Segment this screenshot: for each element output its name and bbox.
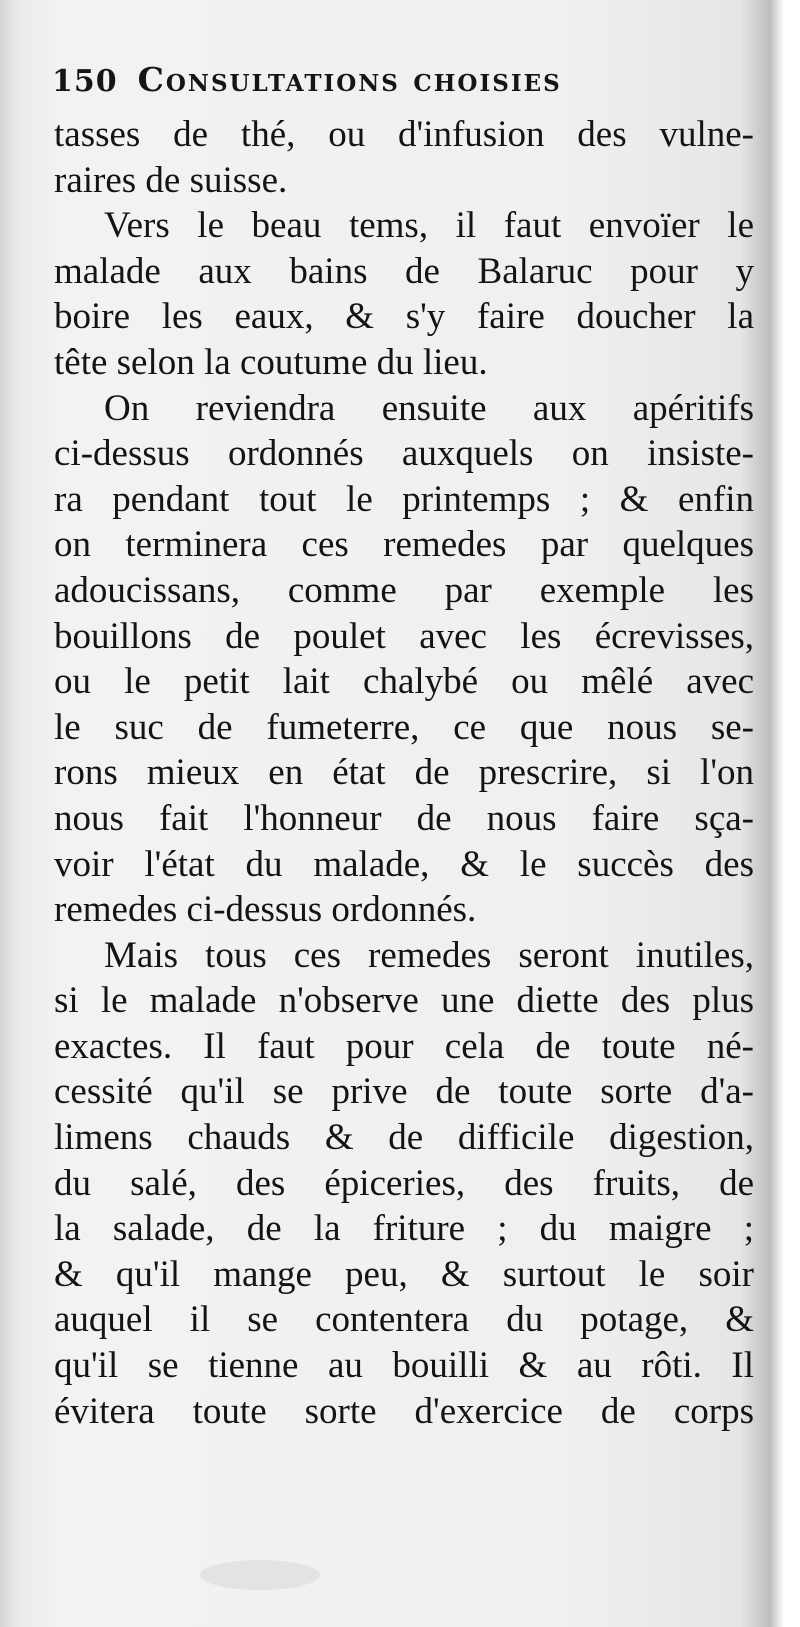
text-line: auquel il se contentera du potage, & (54, 1299, 754, 1341)
text-line: limens chauds & de difficile digestion, (54, 1117, 754, 1159)
text-line: remedes ci-dessus ordonnés. (54, 889, 477, 931)
page-number: 150 (52, 64, 118, 99)
page-smudge (200, 1560, 320, 1590)
text-line: exactes. Il faut pour cela de toute né- (54, 1025, 754, 1067)
text-line: & qu'il mange peu, & surtout le soir (54, 1253, 754, 1295)
text-line: Mais tous ces remedes seront inutiles, (104, 934, 754, 976)
text-line: cessité qu'il se prive de toute sorte d'a- (54, 1071, 754, 1113)
text-line: si le malade n'observe une diette des plus (54, 980, 754, 1022)
text-line: bouillons de poulet avec les écrevisses, (54, 615, 754, 657)
text-line: on terminera ces remedes par quelques (54, 524, 754, 566)
text-line: ou le petit lait chalybé ou mêlé avec (54, 661, 754, 703)
text-line: adoucissans, comme par exemple les (54, 569, 754, 611)
text-line: nous fait l'honneur de nous faire sça- (54, 797, 754, 839)
text-line: rons mieux en état de prescrire, si l'on (54, 752, 754, 794)
text-line: la salade, de la friture ; du maigre ; (54, 1208, 754, 1250)
text-line: évitera toute sorte d'exercice de corps (54, 1390, 754, 1432)
text-line: ra pendant tout le printemps ; & enfin (54, 478, 754, 520)
page-header (52, 60, 752, 110)
text-line: boire les eaux, & s'y faire doucher la (54, 296, 754, 338)
text-line: raires de suisse. (54, 159, 288, 201)
text-line: tasses de thé, ou d'infusion des vulne- (54, 114, 754, 155)
text-line: malade aux bains de Balaruc pour y (54, 250, 754, 292)
text-line: qu'il se tienne au bouilli & au rôti. Il (54, 1345, 754, 1387)
text-line: tête selon la coutume du lieu. (54, 341, 488, 383)
text-line: ci-dessus ordonnés auxquels on insiste- (54, 433, 754, 475)
running-head: Consultations choisies (137, 60, 562, 99)
page-margin (784, 0, 800, 1627)
text-line: du salé, des épiceries, des fruits, de (54, 1162, 754, 1204)
text-line: voir l'état du malade, & le succès des (54, 843, 754, 885)
body-text (54, 112, 754, 1434)
text-line: On reviendra ensuite aux apéritifs (104, 387, 754, 429)
text-line: Vers le beau tems, il faut envoïer le (104, 205, 754, 247)
text-line: le suc de fumeterre, ce que nous se- (54, 706, 754, 748)
